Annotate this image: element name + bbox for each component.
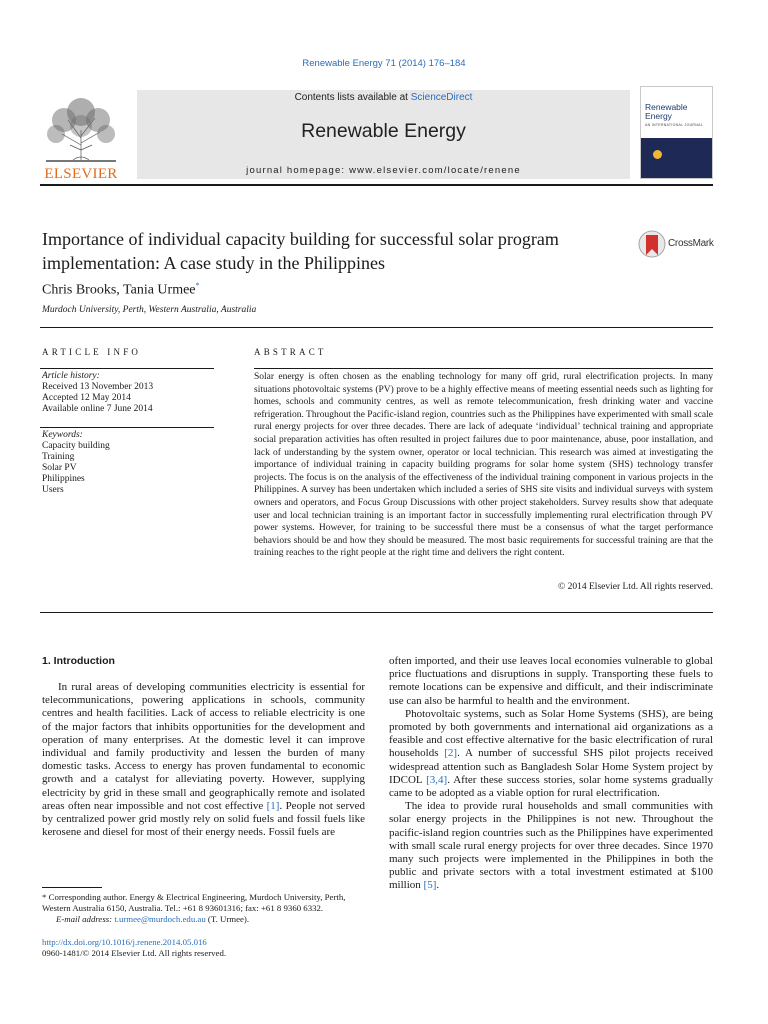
keyword-item: Philippines [42,474,85,484]
body-column-left [42,681,365,839]
journal-citation-link[interactable]: Renewable Energy 71 (2014) 176–184 [302,58,466,69]
keyword-item: Capacity building [42,441,110,451]
article-info-heading: ARTICLE INFO [42,347,142,357]
abstract-heading: ABSTRACT [254,347,327,357]
text-run: . After these success stories, solar home systems gradually came to be adopted as a viable option for rural electrification. [389,773,714,800]
abstract-text: Solar energy is often chosen as the enabling technology for many off grid, rural electrification projects. In many situations photovoltaic systems (PV) prove to be a highly effective means of meeting essential needs such as lighting for homes, schools and community centres, as well as remote telecommunication, fresh drinking water and vaccine refrigeration. Throughout the Pacific-island region, countries such as the Philippines have experimented with small scale rural energy projects for over three decades. There are lack of adequate ‘individual’ technical training and appropriate social preparation activities has often resulted in project failures due to poor maintenance, abuse, poor installation, and lack of understanding by the system owner, operator or local technician. This research was aimed at investigating the importance of individual training in capacity building programs for solar home system (SHS) technology transfer projects. The focus is on the analysis of the effectiveness of the individual training component in various projects in the Philippines. A survey has been undertaken which included a series of SHS site visits and individual surveys with system owners and operators, and Focus Group Discussions with other project stakeholders. Survey results show that adequate user and local technician training is an important factor in successfully implementing rural electrification through PV power systems. However, for training to be successful there must be a consensus of what the target performance behaviors should be and how they should be measured. The most basic requirements for successful training are that the training reaches to the right people at the right time and delivers the right content. [254,372,713,559]
keyword-item: Users [42,485,64,495]
email-link[interactable]: t.urmee@murdoch.edu.au [114,914,206,924]
corresponding-author-note: * Corresponding author. Energy & Electrical Engineering, Murdoch University, Perth, Western Australia 6150, Australia. Tel.: +61 8 93601316; fax: +61 8 9360 6332. [42,892,346,913]
corresponding-author-mark[interactable]: * [195,281,200,290]
paragraph [389,708,713,800]
reference-link[interactable]: [5] [423,879,437,892]
keywords [42,430,212,496]
text-run: Photovoltaic systems, such as Solar Home Systems (SHS), are being promoted by both governments and international aid organizations as a feasible and cost effective alternative for the basic electrification of rural households [389,707,713,760]
article-title: Importance of individual capacity building for successful solar program implementation: A case study in the Philippines [42,229,559,273]
sun-icon [653,150,662,159]
journal-name: Renewable Energy [301,120,466,142]
text-run: . People not served by centralized power grid mostly rely on solid fuels and fossil fuels like kerosene and diesel for most of their energy needs. Fossil fuels are [42,799,365,839]
history-online: Available online 7 June 2014 [42,404,153,414]
footnote-rule [42,887,102,888]
keyword-item: Solar PV [42,463,77,473]
paragraph [389,800,713,892]
history-received: Received 13 November 2013 [42,382,154,392]
affiliation: Murdoch University, Perth, Western Australia, Australia [42,305,257,315]
authors: Chris Brooks, Tania Urmee [42,282,196,298]
reference-link[interactable]: [1] [266,799,280,812]
doi-link[interactable]: http://dx.doi.org/10.1016/j.renene.2014.05.016 [42,937,207,947]
contents-prefix: Contents lists available at [294,92,411,103]
paragraph [42,681,365,839]
email-label: E-mail address: [56,914,115,924]
crossmark-label: CrossMark [668,238,714,249]
abstract-rule [254,368,713,369]
keyword-item: Training [42,452,75,462]
cover-subtitle: AN INTERNATIONAL JOURNAL [645,123,703,127]
elsevier-wordmark: ELSEVIER [44,166,118,182]
paragraph: often imported, and their use leaves local economies vulnerable to global price fluctuations and disruptions in supply. Transporting these fuels to remote locations can be expensive and difficult, and their indiscriminate use can also be harmful to health and the environment. [389,655,713,707]
history-accepted: Accepted 12 May 2014 [42,393,131,403]
text-run: The idea to provide rural households and small communities with solar energy projects in the Philippines is not new. Throughout the pacific-island region countries such as the Philippines have experimented with small scale rural energy projects for over three decades. Since 1970 many such projects were implemented in the Philippines in both the public and private sectors with a total investment estimated at $100 million [389,800,713,892]
journal-cover-thumbnail[interactable] [640,86,713,179]
section-heading-introduction: 1. Introduction [42,655,115,667]
text-run: . A number of successful SHS pilot projects received widespread attention such as Bangladesh Solar Home System project by IDCOL [389,747,714,786]
journal-homepage-link[interactable]: journal homepage: www.elsevier.com/locate/renene [246,165,521,176]
abstract-copyright: © 2014 Elsevier Ltd. All rights reserved. [558,582,713,592]
sciencedirect-link[interactable]: ScienceDirect [410,92,473,103]
keywords-rule [40,427,214,428]
text-run: In rural areas of developing communities electricity is essential for telecommunications, powering applications in schools, community centres and health facilities. Lack of access to reliable electricity is one of the major factors that inhibits opportunities for the development and operation of many enterprises. At the domestic level it can improve individual and family productivity and lessen the burden of many domestic tasks. Access to energy has proven fundamental to economic growth and a catalyst for alleviating poverty. However, supplying electricity by grid in these small and geographically remote and isolated areas often near impossible and not cost effective [42,681,365,812]
reference-link[interactable]: [2] [444,747,458,760]
footnote [42,892,367,925]
abstract-divider [40,612,713,613]
keywords-label: Keywords: [42,430,83,440]
reference-link[interactable]: [3,4] [426,773,448,786]
history-label: Article history: [42,371,100,381]
text-run: . [436,879,440,892]
title-divider [40,327,713,328]
body-column-right [389,655,713,893]
article-info-rule [40,368,214,369]
cover-title: Renewable Energy [645,102,688,121]
contents-available-line [137,92,630,103]
cover-image-band [641,138,712,178]
author-list [42,281,200,299]
doi-block [42,937,226,959]
article-history [42,371,212,415]
header-divider [40,184,713,186]
email-suffix: (T. Urmee). [205,914,250,924]
email-line [42,914,367,925]
issn-line: 0960-1481/© 2014 Elsevier Ltd. All rights reserved. [42,948,227,958]
